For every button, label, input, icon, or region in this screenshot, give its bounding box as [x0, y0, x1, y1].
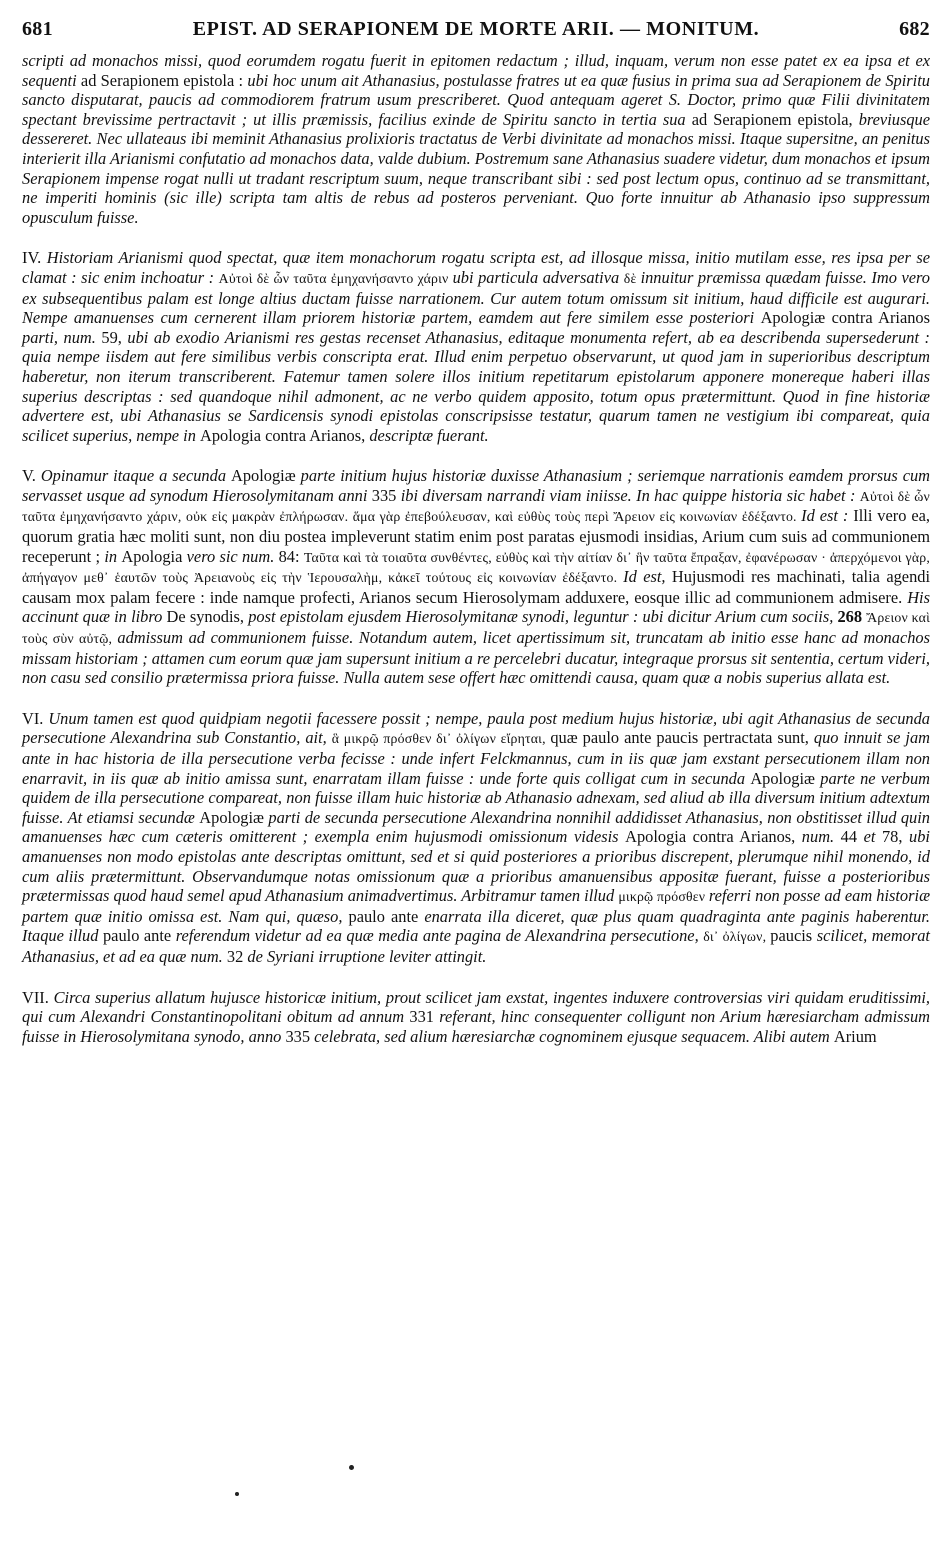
italic-text: Opinamur itaque a secunda	[40, 466, 231, 486]
paragraph-iv	[22, 248, 930, 445]
italic-text: parte initium hujus historiæ duxisse Athanasium ; seriemque narrationis eamdem prorsus cum servasset usque ad synodum Hierosolymitanam anni	[22, 466, 930, 505]
greek-quotation: ἃ μικρῷ πρόσθεν δι᾽ ὀλίγων εἴρηται,	[331, 731, 551, 747]
italic-text: parte ne verbum quidem de illa persecutione compareat, non fuisse illam huic historiæ ab Athanasio adnexam, sed aliud ab illa diversum initium adtextum fuisse. At etiamsi secundæ	[22, 768, 931, 827]
roman-text: Apologia contra Arianos,	[625, 827, 802, 847]
italic-text: His accinunt quæ in libro	[22, 587, 930, 627]
italic-text: Historiam Arianismi quod spectat, quæ item monachorum rogatu scripta est, ad illosque missa, initio mutilam esse, res ipsa per se clamat : sic enim inchoatur :	[22, 248, 930, 287]
roman-text: Illi vero ea, quorum gratia hæc moliti sunt, non diu postea impleverunt statim enim post paratas ejusmodi insidias, Arium cum suis ad communionem receperunt ;	[22, 506, 930, 566]
roman-text: 335	[371, 485, 401, 505]
roman-text: 59,	[101, 327, 128, 347]
italic-text: in	[104, 546, 122, 566]
roman-text: Apologiæ	[199, 807, 269, 827]
ink-speck	[235, 1492, 239, 1496]
text-body	[22, 51, 930, 1046]
paragraph-vii	[22, 988, 930, 1047]
running-title: EPIST. AD SERAPIONEM DE MORTE ARII. — MONITUM.	[192, 18, 760, 40]
roman-text: paulo ante	[102, 926, 176, 946]
roman-text: 78,	[881, 827, 910, 847]
italic-text: Id est,	[623, 567, 672, 587]
greek-quotation: Ταῦτα καὶ τὰ τοιαῦτα συνθέντες, εὐθὺς καὶ τὴν αἰτίαν δι᾽ ἣν ταῦτα ἔπραξαν, ἐφανέρωσαν · ἀπερχόμενοι γὰρ, ἀπήγαγον μεθ᾽ ἑαυτῶν τοὺς Ἀρειανοὺς εἰς τὴν Ἱερουσαλὴμ, κἀκεῖ τούτους εἰς κοινωνίαν ἐδέξαντο.	[22, 549, 931, 586]
roman-text: paulo ante	[348, 906, 425, 926]
italic-text: de Syriani irruptione leviter attingit.	[247, 946, 487, 966]
italic-text: parti de secunda persecutione Alexandrina nonnihil addidisset Athanasius, non obstitisset illud quin amanuenses hæc cum cæteris omitterent ; exempla enim hujusmodi omissionum videsis	[22, 807, 930, 847]
italic-text: Unum tamen est quod quidpiam negotii facessere possit ; nempe, paula post medium hujus historiæ, ubi agit Athanasius de secunda persecutione Alexandrina sub Constantio, ait,	[22, 708, 930, 748]
italic-text: Circa superius allatum hujusce historicæ initium, prout scilicet jam exstat, ingentes induxere controversias viri quidam eruditissimi, qui cum Alexandri Constantinopolitani obitum ad annum	[22, 987, 930, 1027]
roman-text: V.	[22, 466, 41, 486]
roman-text: VI.	[22, 708, 49, 728]
roman-text: Apologia contra Arianos,	[199, 425, 370, 445]
roman-text: 331	[409, 1007, 440, 1027]
roman-text: quæ paulo ante paucis pertractata sunt,	[550, 728, 814, 748]
italic-text: referendum videtur ad ea quæ media ante pagina de Alexandrina persecutione,	[175, 926, 704, 946]
italic-text: scripti ad monachos missi, quod eorumdem rogatu fuerit in epitomen redactum ; illud, inquam, verum non esse patet ex ea ipsa et ex sequenti	[22, 51, 930, 90]
roman-text: 44	[840, 827, 864, 847]
roman-text: VII.	[22, 987, 54, 1007]
ink-speck	[349, 1465, 354, 1470]
italic-text: vero sic num.	[186, 546, 279, 566]
roman-text: De synodis,	[166, 607, 249, 627]
italic-text: scilicet, memorat Athanasius, et ad ea quæ num.	[22, 926, 930, 966]
running-header	[22, 18, 930, 41]
roman-text: Hujusmodi res machinati, talia agendi causam mox palam fecere : inde namque profecti, Arianos secum Hierosolymam adduxere, eosque illic ad communionem admisere.	[22, 567, 931, 607]
roman-text: Apologiæ	[231, 466, 301, 486]
roman-text: IV.	[22, 248, 47, 268]
paragraph-vi	[22, 709, 930, 967]
greek-quotation: δι᾽ ὀλίγων,	[703, 929, 771, 945]
italic-text: ubi amanuenses non modo epistolas ante descriptas omittunt, sed et si quid posteriores a prioribus discrepent, plerumque nihil monendo, id cum aliis prætermittunt. Observandumque notas omissionum quæ a prioribus amanuensibus appositæ fuerant, fuisse a posterioribus prætermissas quod haud semel apud Athanasium animadvertimus. Arbitramur tamen illud	[22, 827, 930, 906]
greek-quotation: Ἄρειον καὶ τοὺς σὺν αὐτῷ,	[22, 610, 931, 647]
greek-quotation: Αὐτοὶ δὲ ὧν ταῦτα ἐμηχανήσαντο χάριν, οὐκ εἰς μακρὰν ἐπλήρωσαν. ἅμα γὰρ ἐπεβούλευσαν, καὶ εὐθὺς τοὺς περὶ Ἄρειον εἰς κοινωνίαν ἐδέξαντο.	[22, 488, 930, 525]
italic-text: breviusque dessereret. Nec ullateaus ibi meminit Athanasius prolixioris tractatus de Verbi divinitate ad monachos missi. Itaque supersitne, an penitus interierit illa Arianismi confutatio ad monachos data, valde dubium. Postremum sane Athanasius suadere videtur, dum monachos et ipsum Serapionem impense rogat nulli ut tradant rescriptum suum, neque transcribant sibi : sed post lectum opus, continuo ad se transmittant, ne imperiti hominis (sic ille) scripta tam altis de rebus ad posteros perveniant. Quo forte innuitur ab Athanasio ipso suppressum opusculum fuisse.	[22, 109, 930, 227]
roman-text: 268	[837, 607, 867, 627]
left-page-number: 681	[22, 18, 53, 40]
roman-text: 32	[226, 946, 248, 966]
italic-text: parti, num.	[22, 327, 102, 347]
roman-text: Apologiæ contra Arianos	[760, 308, 930, 328]
roman-text: ad Serapionem epistola :	[80, 70, 248, 90]
paragraph-v	[22, 466, 930, 688]
roman-text: ad Serapionem epistola,	[691, 109, 859, 129]
italic-text: referant, hinc consequenter colligunt non Arium hæresiarcham admissum fuisse in Hierosolymitana synodo, anno	[22, 1007, 930, 1046]
italic-text: num.	[801, 827, 841, 847]
roman-text: Apologiæ	[750, 768, 821, 788]
italic-text: descriptæ fuerant.	[369, 425, 489, 445]
italic-text: referri non posse ad eam historiæ partem quæ initio omissa est. Nam qui, quæso,	[22, 886, 930, 926]
italic-text: enarrata illa diceret, quæ plus quam quadraginta ante paginis haberentur. Itaque illud	[22, 906, 930, 946]
italic-text: et	[863, 827, 882, 847]
roman-text: 84:	[278, 546, 304, 566]
italic-text: innuitur præmissa quædam fuisse. Imo vero ex subsequentibus palam est longe altius ductam fuisse narrationem. Cur autem totum omissum sit initium, haud difficile est augurari. Nempe amanuenses cum cernerent illam priorem historiæ partem, eamdem aut fere similem esse posteriori	[22, 267, 930, 328]
right-page-number: 682	[899, 18, 930, 40]
italic-text: admissum ad communionem fuisse. Notandum autem, licet apertissimum sit, truncatam ab initio esse hanc ad monachos missam historiam ; attamen cum eorum quæ jam supersunt initium a re percelebri ducatur, integraque prorsus sit sententia, certum videri, non casu sed consilio prætermissa priora fuisse. Nulla autem sese offert hæc omittendi causa, quam quæ a nobis superius allata est.	[22, 628, 930, 688]
roman-text: paucis	[770, 926, 817, 946]
italic-text: ubi hoc unum ait Athanasius, postulasse fratres ut ea quæ fusius in prima sua ad Serapionem de Spiritu sancto disputarat, paucis ad commodiorem fratrum usum prescriberet. Quod antequam ageret S. Doctor, primo quæ Filii divinitatem spectant brevissime pertractavit ; ut illis præmissis, facilius exinde de Spiritu sancto in tertia sua	[22, 70, 930, 129]
italic-text: quo innuit se jam ante in hac historia de illa persecutione verba fecisse : unde infert Felckmannus, cum in iis quæ jam exstant persecutionem illam non enarravit, in iis quæ ab initio amissa sunt, enarratam illam fuisse : unde forte quis colligat cum in secunda	[22, 728, 930, 788]
italic-text: ubi ab exodio Arianismi res gestas recenset Athanasius, editaque monumenta refert, ab ea describenda supersederunt : quia nempe iisdem aut fere similibus verbis conscripta erat. Illud enim perpetuo observarunt, ut quod jam in superioribus descriptum haberetur, non iterum transcriberent. Fatemur tamen solere illos initium repetitarum epistolarum apponere monereque haberi illas superius descriptas : sed quandoque nihil admonent, ac ne verbo quidem apposito, totum opus prætermittunt. Quod in fine historiæ advertere est, ubi Athanasius se Sardicensis synodi epistolas conscripsisse testatur, quarum tamen ne vestigium ibi compareat, quia scilicet superius, nempe in	[22, 327, 930, 445]
italic-text: celebrata, sed alium hæresiarchæ cognominem ejusque sequacem. Alibi autem	[314, 1026, 834, 1046]
greek-quotation: Αὐτοὶ δὲ ὧν ταῦτα ἐμηχανήσαντο χάριν	[218, 270, 453, 286]
roman-text: 335	[285, 1026, 315, 1046]
roman-text: Apologia	[121, 546, 187, 566]
italic-text: post epistolam ejusdem Hierosolymitanæ synodi, leguntur : ubi dicitur Arium cum sociis,	[248, 607, 838, 627]
paragraph-continuation	[22, 51, 930, 227]
italic-text: ibi diversam narrandi viam iniisse. In hac quippe historia sic habet :	[400, 485, 860, 505]
italic-text: Id est :	[801, 506, 854, 526]
greek-quotation: μικρῷ πρόσθεν	[618, 889, 709, 905]
greek-quotation: δὲ	[623, 270, 641, 286]
roman-text: Arium	[833, 1026, 877, 1046]
italic-text: ubi particula adversativa	[452, 267, 624, 287]
